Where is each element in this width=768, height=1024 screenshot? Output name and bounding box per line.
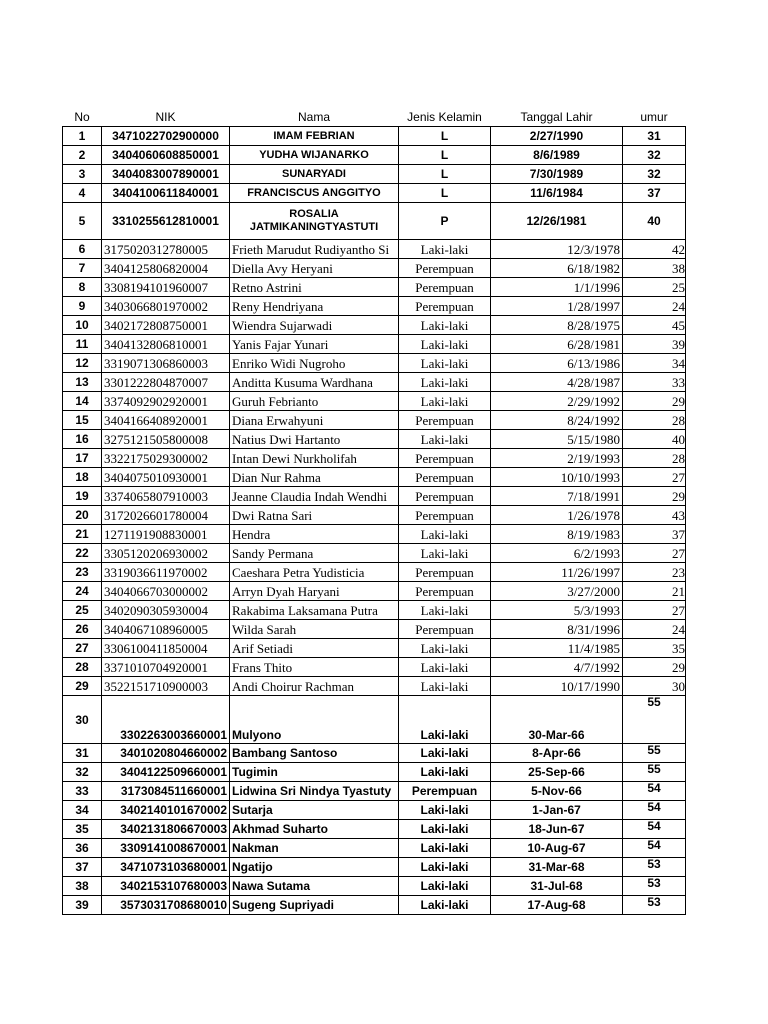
table-row — [63, 544, 686, 563]
table-row — [63, 184, 686, 203]
cell-nik: 3374092902920001 — [102, 392, 230, 411]
table-row — [63, 506, 686, 525]
table-row — [63, 601, 686, 620]
cell-nik: 3175020312780005 — [102, 240, 230, 259]
header-umur: umur — [640, 109, 668, 124]
table-row — [63, 582, 686, 601]
cell-umur: 30 — [623, 677, 686, 696]
cell-nama: Diana Erwahyuni — [230, 411, 399, 430]
cell-nama: Jeanne Claudia Indah Wendhi — [230, 487, 399, 506]
cell-nik: 3402090305930004 — [102, 601, 230, 620]
cell-nama: Retno Astrini — [230, 278, 399, 297]
cell-jenis-kelamin: Perempuan — [399, 259, 491, 278]
cell-no: 5 — [63, 203, 102, 240]
cell-nik: 3402172808750001 — [102, 316, 230, 335]
cell-no: 37 — [63, 858, 102, 877]
cell-no: 26 — [63, 620, 102, 639]
cell-nik: 3402153107680003 — [102, 877, 230, 896]
cell-nama: Anditta Kusuma Wardhana — [230, 373, 399, 392]
table-row — [63, 525, 686, 544]
cell-tanggal-lahir: 1/1/1996 — [491, 278, 623, 297]
cell-nama: Natius Dwi Hartanto — [230, 430, 399, 449]
cell-umur: 24 — [623, 297, 686, 316]
cell-umur: 35 — [623, 639, 686, 658]
cell-umur: 29 — [623, 487, 686, 506]
cell-nik: 3404066703000002 — [102, 582, 230, 601]
table-header — [63, 107, 686, 127]
table-row — [63, 335, 686, 354]
cell-nama: Reny Hendriyana — [230, 297, 399, 316]
cell-no: 20 — [63, 506, 102, 525]
cell-no: 31 — [63, 744, 102, 763]
cell-umur: 25 — [623, 278, 686, 297]
cell-tanggal-lahir: 2/19/1993 — [491, 449, 623, 468]
cell-umur: 54 — [623, 801, 686, 820]
cell-nama: Dwi Ratna Sari — [230, 506, 399, 525]
cell-nama: Intan Dewi Nurkholifah — [230, 449, 399, 468]
cell-tanggal-lahir: 5-Nov-66 — [491, 782, 623, 801]
cell-jenis-kelamin: Laki-laki — [399, 896, 491, 915]
cell-tanggal-lahir: 5/3/1993 — [491, 601, 623, 620]
cell-nik: 3301222804870007 — [102, 373, 230, 392]
table-row — [63, 165, 686, 184]
cell-tanggal-lahir: 31-Mar-68 — [491, 858, 623, 877]
cell-nik: 3404132806810001 — [102, 335, 230, 354]
cell-umur: 27 — [623, 601, 686, 620]
cell-umur: 53 — [623, 858, 686, 877]
cell-jenis-kelamin: Laki-laki — [399, 639, 491, 658]
cell-jenis-kelamin: Laki-laki — [399, 677, 491, 696]
cell-umur: 55 — [623, 744, 686, 763]
cell-nama: Sandy Permana — [230, 544, 399, 563]
cell-jenis-kelamin: Laki-laki — [399, 839, 491, 858]
cell-nik: 3404075010930001 — [102, 468, 230, 487]
cell-jenis-kelamin: L — [399, 184, 491, 203]
cell-nama: Guruh Febrianto — [230, 392, 399, 411]
cell-umur: 54 — [623, 820, 686, 839]
cell-umur: 28 — [623, 449, 686, 468]
cell-jenis-kelamin: Perempuan — [399, 620, 491, 639]
table-row — [63, 487, 686, 506]
cell-tanggal-lahir: 8/24/1992 — [491, 411, 623, 430]
cell-jenis-kelamin: Perempuan — [399, 782, 491, 801]
cell-no: 34 — [63, 801, 102, 820]
cell-nama: YUDHA WIJANARKO — [230, 146, 399, 165]
cell-nik: 3573031708680010 — [102, 896, 230, 915]
cell-tanggal-lahir: 6/28/1981 — [491, 335, 623, 354]
cell-no: 19 — [63, 487, 102, 506]
cell-nik: 3403066801970002 — [102, 297, 230, 316]
cell-no: 4 — [63, 184, 102, 203]
cell-jenis-kelamin: Laki-laki — [399, 696, 491, 744]
cell-umur: 54 — [623, 782, 686, 801]
cell-umur: 37 — [623, 184, 686, 203]
table-row — [63, 430, 686, 449]
cell-nama: Sugeng Supriyadi — [230, 896, 399, 915]
cell-nik: 3404122509660001 — [102, 763, 230, 782]
cell-umur: 29 — [623, 658, 686, 677]
cell-nama: Yanis Fajar Yunari — [230, 335, 399, 354]
cell-jenis-kelamin: Laki-laki — [399, 335, 491, 354]
cell-tanggal-lahir: 8/6/1989 — [491, 146, 623, 165]
cell-jenis-kelamin: Laki-laki — [399, 316, 491, 335]
cell-jenis-kelamin: Laki-laki — [399, 601, 491, 620]
cell-jenis-kelamin: Laki-laki — [399, 392, 491, 411]
table-row — [63, 354, 686, 373]
cell-no: 32 — [63, 763, 102, 782]
cell-nama: Arryn Dyah Haryani — [230, 582, 399, 601]
cell-tanggal-lahir: 8/31/1996 — [491, 620, 623, 639]
cell-umur: 54 — [623, 839, 686, 858]
cell-no: 33 — [63, 782, 102, 801]
cell-jenis-kelamin: Laki-laki — [399, 858, 491, 877]
cell-tanggal-lahir: 30-Mar-66 — [491, 696, 623, 744]
cell-tanggal-lahir: 4/28/1987 — [491, 373, 623, 392]
cell-no: 14 — [63, 392, 102, 411]
cell-umur: 42 — [623, 240, 686, 259]
cell-tanggal-lahir: 11/26/1997 — [491, 563, 623, 582]
cell-jenis-kelamin: Perempuan — [399, 449, 491, 468]
cell-tanggal-lahir: 10/17/1990 — [491, 677, 623, 696]
table-row — [63, 877, 686, 896]
cell-tanggal-lahir: 6/18/1982 — [491, 259, 623, 278]
cell-no: 35 — [63, 820, 102, 839]
cell-tanggal-lahir: 1/28/1997 — [491, 297, 623, 316]
header-jenis-kelamin: Jenis Kelamin — [407, 109, 482, 124]
cell-nama: FRANCISCUS ANGGITYO — [230, 184, 399, 203]
cell-no: 10 — [63, 316, 102, 335]
cell-no: 9 — [63, 297, 102, 316]
table-row — [63, 259, 686, 278]
cell-tanggal-lahir: 17-Aug-68 — [491, 896, 623, 915]
cell-jenis-kelamin: Laki-laki — [399, 240, 491, 259]
cell-no: 23 — [63, 563, 102, 582]
cell-jenis-kelamin: Perempuan — [399, 487, 491, 506]
header-no: No — [74, 109, 90, 124]
cell-nik: 3404125806820004 — [102, 259, 230, 278]
cell-jenis-kelamin: Laki-laki — [399, 801, 491, 820]
cell-nama: Nawa Sutama — [230, 877, 399, 896]
cell-umur: 24 — [623, 620, 686, 639]
cell-tanggal-lahir: 11/6/1984 — [491, 184, 623, 203]
cell-no: 12 — [63, 354, 102, 373]
cell-no: 30 — [63, 696, 102, 744]
table-row — [63, 858, 686, 877]
table-row — [63, 240, 686, 259]
cell-umur: 33 — [623, 373, 686, 392]
table-row — [63, 820, 686, 839]
cell-jenis-kelamin: Laki-laki — [399, 877, 491, 896]
cell-umur: 32 — [623, 146, 686, 165]
cell-no: 38 — [63, 877, 102, 896]
cell-nama: Sutarja — [230, 801, 399, 820]
cell-no: 24 — [63, 582, 102, 601]
cell-umur: 43 — [623, 506, 686, 525]
cell-umur: 37 — [623, 525, 686, 544]
table-row — [63, 763, 686, 782]
cell-nama: Arif Setiadi — [230, 639, 399, 658]
cell-no: 13 — [63, 373, 102, 392]
cell-tanggal-lahir: 10-Aug-67 — [491, 839, 623, 858]
cell-jenis-kelamin: Laki-laki — [399, 373, 491, 392]
cell-nik: 3404060608850001 — [102, 146, 230, 165]
cell-jenis-kelamin: Perempuan — [399, 468, 491, 487]
cell-jenis-kelamin: Laki-laki — [399, 430, 491, 449]
cell-no: 11 — [63, 335, 102, 354]
cell-nik: 3172026601780004 — [102, 506, 230, 525]
cell-nama: Frieth Marudut Rudiyantho Si — [230, 240, 399, 259]
cell-nik: 3306100411850004 — [102, 639, 230, 658]
cell-nik: 3305120206930002 — [102, 544, 230, 563]
cell-jenis-kelamin: L — [399, 146, 491, 165]
table-row — [63, 316, 686, 335]
cell-nama: Nakman — [230, 839, 399, 858]
cell-nik: 3402131806670003 — [102, 820, 230, 839]
cell-nik: 3319071306860003 — [102, 354, 230, 373]
cell-nik: 3275121505800008 — [102, 430, 230, 449]
cell-umur: 27 — [623, 544, 686, 563]
cell-nama: Lidwina Sri Nindya Tyastuty — [230, 782, 399, 801]
cell-no: 17 — [63, 449, 102, 468]
cell-tanggal-lahir: 18-Jun-67 — [491, 820, 623, 839]
cell-umur: 21 — [623, 582, 686, 601]
cell-umur: 23 — [623, 563, 686, 582]
cell-nama: Dian Nur Rahma — [230, 468, 399, 487]
header-tanggal-lahir: Tanggal Lahir — [520, 109, 593, 124]
table-body — [63, 127, 686, 915]
cell-nama: Enriko Widi Nugroho — [230, 354, 399, 373]
cell-nama: Mulyono — [230, 696, 399, 744]
cell-tanggal-lahir: 3/27/2000 — [491, 582, 623, 601]
table-row — [63, 801, 686, 820]
cell-nama: Frans Thito — [230, 658, 399, 677]
cell-umur: 45 — [623, 316, 686, 335]
table-row — [63, 278, 686, 297]
cell-umur: 53 — [623, 877, 686, 896]
cell-jenis-kelamin: Laki-laki — [399, 763, 491, 782]
table-row — [63, 449, 686, 468]
table-row — [63, 411, 686, 430]
cell-no: 18 — [63, 468, 102, 487]
cell-tanggal-lahir: 11/4/1985 — [491, 639, 623, 658]
cell-no: 8 — [63, 278, 102, 297]
cell-tanggal-lahir: 8/28/1975 — [491, 316, 623, 335]
cell-nama: Rakabima Laksamana Putra — [230, 601, 399, 620]
cell-nik: 3322175029300002 — [102, 449, 230, 468]
cell-no: 29 — [63, 677, 102, 696]
cell-nik: 3404067108960005 — [102, 620, 230, 639]
cell-no: 22 — [63, 544, 102, 563]
cell-nama: ROSALIA JATMIKANINGTYASTUTI — [230, 203, 399, 240]
cell-nik: 3401020804660002 — [102, 744, 230, 763]
cell-tanggal-lahir: 6/2/1993 — [491, 544, 623, 563]
cell-jenis-kelamin: Laki-laki — [399, 354, 491, 373]
cell-tanggal-lahir: 8-Apr-66 — [491, 744, 623, 763]
cell-nik: 3371010704920001 — [102, 658, 230, 677]
cell-no: 7 — [63, 259, 102, 278]
cell-nik: 3471022702900000 — [102, 127, 230, 146]
cell-tanggal-lahir: 31-Jul-68 — [491, 877, 623, 896]
data-table — [62, 107, 686, 915]
table-row — [63, 696, 686, 744]
table-row — [63, 839, 686, 858]
cell-no: 27 — [63, 639, 102, 658]
cell-tanggal-lahir: 7/18/1991 — [491, 487, 623, 506]
cell-nama: IMAM FEBRIAN — [230, 127, 399, 146]
cell-no: 3 — [63, 165, 102, 184]
table-row — [63, 896, 686, 915]
cell-jenis-kelamin: Laki-laki — [399, 544, 491, 563]
cell-nama: Akhmad Suharto — [230, 820, 399, 839]
cell-tanggal-lahir: 7/30/1989 — [491, 165, 623, 184]
cell-umur: 38 — [623, 259, 686, 278]
cell-nik: 3302263003660001 — [102, 696, 230, 744]
cell-umur: 31 — [623, 127, 686, 146]
cell-jenis-kelamin: L — [399, 127, 491, 146]
cell-nama: Andi Choirur Rachman — [230, 677, 399, 696]
cell-no: 25 — [63, 601, 102, 620]
cell-umur: 29 — [623, 392, 686, 411]
cell-tanggal-lahir: 10/10/1993 — [491, 468, 623, 487]
cell-jenis-kelamin: Perempuan — [399, 506, 491, 525]
cell-nama: Wiendra Sujarwadi — [230, 316, 399, 335]
cell-jenis-kelamin: Laki-laki — [399, 744, 491, 763]
cell-tanggal-lahir: 6/13/1986 — [491, 354, 623, 373]
cell-nama: Diella Avy Heryani — [230, 259, 399, 278]
cell-nik: 1271191908830001 — [102, 525, 230, 544]
cell-jenis-kelamin: P — [399, 203, 491, 240]
table-row — [63, 658, 686, 677]
cell-nama: Wilda Sarah — [230, 620, 399, 639]
cell-jenis-kelamin: Perempuan — [399, 563, 491, 582]
cell-no: 1 — [63, 127, 102, 146]
table-row — [63, 782, 686, 801]
cell-umur: 28 — [623, 411, 686, 430]
cell-no: 36 — [63, 839, 102, 858]
cell-umur: 53 — [623, 896, 686, 915]
cell-tanggal-lahir: 5/15/1980 — [491, 430, 623, 449]
cell-tanggal-lahir: 1/26/1978 — [491, 506, 623, 525]
cell-no: 39 — [63, 896, 102, 915]
cell-no: 6 — [63, 240, 102, 259]
table-row — [63, 392, 686, 411]
cell-nama: Ngatijo — [230, 858, 399, 877]
table-row — [63, 744, 686, 763]
header-row — [63, 107, 686, 127]
cell-tanggal-lahir: 4/7/1992 — [491, 658, 623, 677]
cell-jenis-kelamin: Laki-laki — [399, 525, 491, 544]
header-nama: Nama — [297, 109, 330, 124]
cell-nama: Hendra — [230, 525, 399, 544]
cell-nik: 3319036611970002 — [102, 563, 230, 582]
spreadsheet — [62, 107, 686, 915]
cell-tanggal-lahir: 8/19/1983 — [491, 525, 623, 544]
cell-tanggal-lahir: 12/26/1981 — [491, 203, 623, 240]
cell-umur: 40 — [623, 203, 686, 240]
cell-nik: 3522151710900003 — [102, 677, 230, 696]
cell-no: 16 — [63, 430, 102, 449]
cell-tanggal-lahir: 2/27/1990 — [491, 127, 623, 146]
cell-nik: 3404166408920001 — [102, 411, 230, 430]
cell-nik: 3308194101960007 — [102, 278, 230, 297]
table-row — [63, 620, 686, 639]
table-row — [63, 297, 686, 316]
cell-nama: SUNARYADI — [230, 165, 399, 184]
cell-umur: 55 — [623, 696, 686, 744]
cell-nik: 3173084511660001 — [102, 782, 230, 801]
table-row — [63, 563, 686, 582]
table-row — [63, 677, 686, 696]
cell-no: 28 — [63, 658, 102, 677]
cell-jenis-kelamin: Perempuan — [399, 411, 491, 430]
cell-nama: Tugimin — [230, 763, 399, 782]
cell-tanggal-lahir: 1-Jan-67 — [491, 801, 623, 820]
table-row — [63, 127, 686, 146]
cell-nama: Bambang Santoso — [230, 744, 399, 763]
cell-jenis-kelamin: Laki-laki — [399, 658, 491, 677]
cell-umur: 40 — [623, 430, 686, 449]
cell-umur: 39 — [623, 335, 686, 354]
cell-nik: 3404083007890001 — [102, 165, 230, 184]
cell-jenis-kelamin: Perempuan — [399, 582, 491, 601]
cell-nik: 3374065807910003 — [102, 487, 230, 506]
table-row — [63, 639, 686, 658]
cell-nama: Caeshara Petra Yudisticia — [230, 563, 399, 582]
cell-tanggal-lahir: 2/29/1992 — [491, 392, 623, 411]
cell-nik: 3309141008670001 — [102, 839, 230, 858]
cell-nik: 3310255612810001 — [102, 203, 230, 240]
cell-jenis-kelamin: Laki-laki — [399, 820, 491, 839]
cell-nik: 3471073103680001 — [102, 858, 230, 877]
cell-nik: 3402140101670002 — [102, 801, 230, 820]
cell-tanggal-lahir: 12/3/1978 — [491, 240, 623, 259]
table-row — [63, 203, 686, 240]
cell-umur: 34 — [623, 354, 686, 373]
header-nik: NIK — [155, 109, 176, 124]
cell-nik: 3404100611840001 — [102, 184, 230, 203]
cell-umur: 32 — [623, 165, 686, 184]
cell-jenis-kelamin: L — [399, 165, 491, 184]
table-row — [63, 373, 686, 392]
table-row — [63, 468, 686, 487]
cell-no: 15 — [63, 411, 102, 430]
cell-umur: 55 — [623, 763, 686, 782]
table-row — [63, 146, 686, 165]
cell-umur: 27 — [623, 468, 686, 487]
cell-jenis-kelamin: Perempuan — [399, 297, 491, 316]
cell-no: 21 — [63, 525, 102, 544]
cell-tanggal-lahir: 25-Sep-66 — [491, 763, 623, 782]
cell-no: 2 — [63, 146, 102, 165]
cell-jenis-kelamin: Perempuan — [399, 278, 491, 297]
